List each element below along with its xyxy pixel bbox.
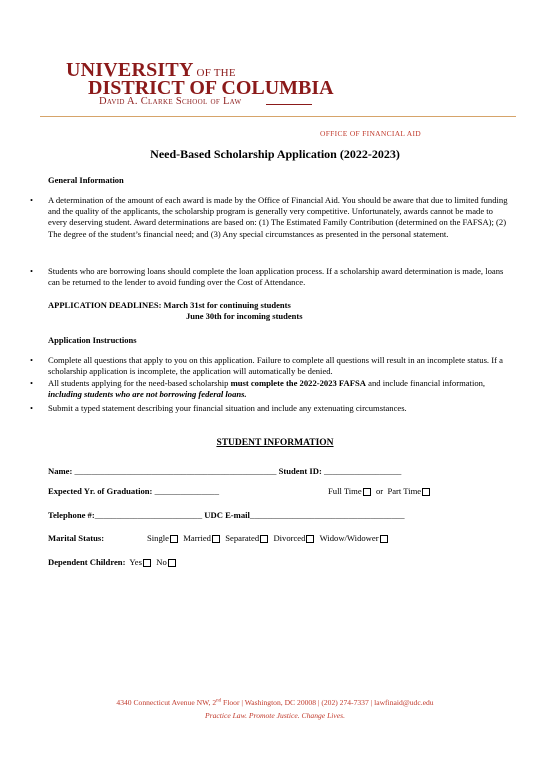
telephone-field[interactable]: _________________________ [94,510,203,520]
children-label: Dependent Children: [48,557,126,567]
name-field[interactable]: _______________________________________________ [74,466,277,476]
student-info-heading: STUDENT INFORMATION [216,438,334,448]
children-row [48,557,177,567]
header-divider [40,116,516,117]
instruction-bullet-1-text: Complete all questions that apply to you on this application. Failure to complete all questions will result in an incomplete status. If a scholarship application is incomplete, the application will automatically be denied. [48,355,503,377]
bullet-icon: • [30,266,34,276]
graduation-field[interactable]: _______________ [154,486,220,496]
logo-district: DISTRICT OF COLUMBIA [88,77,334,99]
or-label: or [375,486,384,496]
instruction-bullet-2-text [48,378,514,400]
instructions-heading: Application Instructions [48,335,137,345]
bullet-icon: • [30,355,34,365]
contact-row [48,510,405,520]
loan-note: including students who are not borrowing federal loans. [48,389,247,400]
instruction-bullet-3-text: Submit a typed statement describing your financial situation and include any extenuating circumstances. [48,403,407,413]
deadline-line-1: APPLICATION DEADLINES: March 31st for continuing students [48,300,291,310]
full-time-label: Full Time [328,486,362,496]
enrollment-options [328,486,431,496]
children-yes-checkbox[interactable] [143,559,151,567]
office-label: OFFICE OF FINANCIAL AID [320,129,422,138]
footer-address [0,698,550,707]
logo-line1: UNIVERSITY [66,59,194,81]
divorced-label: Divorced [273,533,306,543]
telephone-label: Telephone #: [48,510,95,520]
footer-tagline: Practice Law. Promote Justice. Change Lives. [204,711,346,720]
married-checkbox[interactable] [212,535,220,543]
separated-checkbox[interactable] [260,535,268,543]
marital-label: Marital Status: [48,533,105,543]
email-field[interactable]: ____________________________________ [249,510,405,520]
deadline-line-2: June 30th for incoming students [186,311,303,321]
logo-school: David A. Clarke School of Law [99,96,242,107]
bullet-icon: • [30,403,34,413]
student-id-label: Student ID: [278,466,322,476]
full-time-checkbox[interactable] [363,488,371,496]
name-row [48,466,401,476]
divorced-checkbox[interactable] [306,535,314,543]
fafsa-requirement: must complete the 2022-2023 FAFSA [230,378,366,388]
footer-address-text: 4340 Connecticut Avenue NW, 2 [116,698,217,707]
instruction-text: and include financial information, [366,378,486,388]
marital-options [147,533,389,543]
part-time-checkbox[interactable] [422,488,430,496]
general-bullet-1-text: A determination of the amount of each award is made by the Office of Financial Aid. You should be aware that due to limited funding and the quality of the applicants, the scholarship program is generally very competitive. Unfortunately, awards cannot be made to every deserving student. Award determinations are based on: (1) The Estimated Family Contribution (determined on the FAFSA); (2) The degree of the student’s financial need; and (3) Any special circumstances as presented in the personal statement. [48,195,508,239]
instruction-text: All students applying for the need-based scholarship [48,378,231,388]
email-label: UDC E-mail [204,510,250,520]
widow-checkbox[interactable] [380,535,388,543]
widow-label: Widow/Widower [319,533,379,543]
married-label: Married [183,533,211,543]
footer-contact: Floor | Washington, DC 20008 | (202) 274-7337 | lawfinaid@udc.edu [221,698,434,707]
logo-rule [266,104,312,105]
name-label: Name: [48,466,73,476]
general-heading: General Information [48,175,124,185]
children-no-label: No [156,557,167,567]
bullet-icon: • [30,378,34,388]
children-no-checkbox[interactable] [168,559,176,567]
student-id-field[interactable]: __________________ [323,466,402,476]
single-checkbox[interactable] [170,535,178,543]
logo-line1-suffix: OF THE [196,67,236,79]
separated-label: Separated [225,533,260,543]
graduation-row [48,486,219,496]
part-time-label: Part Time [387,486,422,496]
single-label: Single [147,533,169,543]
page-title: Need-Based Scholarship Application (2022-2023) [150,147,400,161]
graduation-label: Expected Yr. of Graduation: [48,486,153,496]
general-bullet-2-text: Students who are borrowing loans should complete the loan application process. If a scholarship award determination is made, loans can be returned to the lender to avoid funding over the Cost of Attendance. [48,266,504,288]
footer-floor-suffix: nd [216,698,222,704]
children-yes-label: Yes [129,557,142,567]
bullet-icon: • [30,195,34,205]
